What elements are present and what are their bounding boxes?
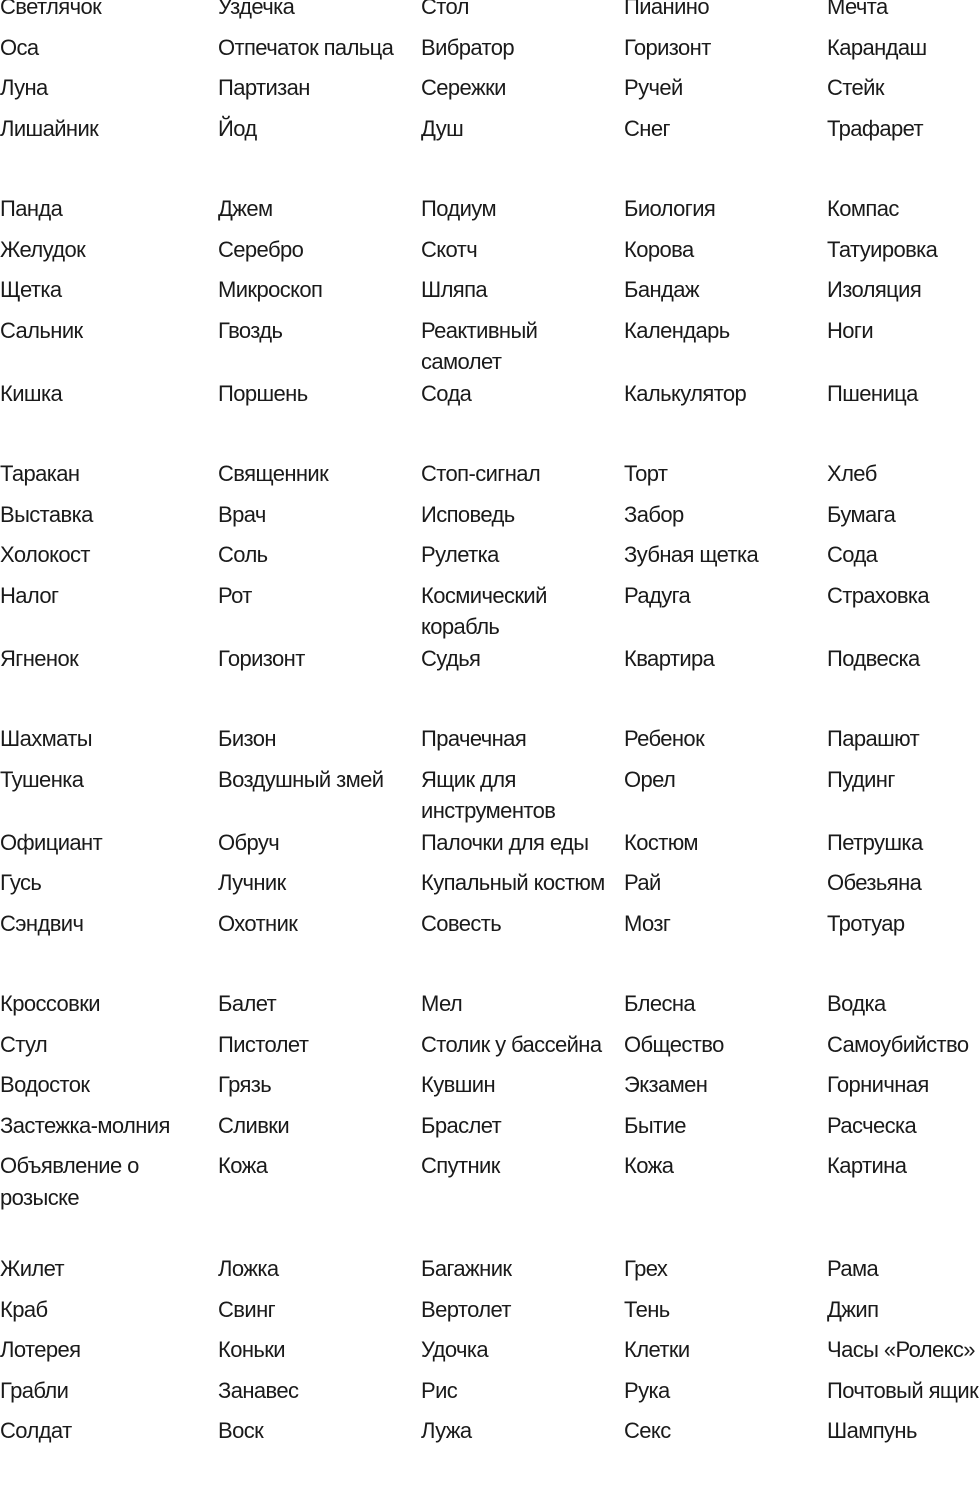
word-cell: Джем [218,196,273,221]
word-cell: Пшеница [827,380,918,406]
word-cell: Кишка [0,380,63,406]
word-cell: Скотч [421,236,478,262]
word-cell: Водка [827,991,886,1016]
word-cell: Тень [624,1296,670,1322]
word-cell: Рот [218,582,252,608]
word-cell: Тротуар [827,910,905,936]
word-cell: Гвоздь [218,317,283,343]
word-cell: Столик у бассейна [421,1031,602,1057]
word-cell: Исповедь [421,501,515,527]
word-row [0,193,980,234]
word-cell: Сэндвич [0,910,84,936]
word-cell: Таракан [0,461,80,486]
word-cell: Джип [827,1296,879,1322]
word-cell: Кроссовки [0,991,100,1016]
word-cell: Пистолет [218,1031,309,1057]
word-row [0,1375,980,1416]
word-cell: Бизон [218,726,276,751]
word-row [0,908,980,949]
word-row [0,72,980,113]
word-cell: Купальный костюм [421,870,605,895]
word-group [0,1253,980,1456]
word-cell: Лишайник [0,115,99,141]
word-cell: Лотерея [0,1337,81,1362]
word-cell: Бытие [624,1112,686,1138]
word-cell: Серебро [218,236,304,262]
word-cell: Обруч [218,829,280,855]
word-cell: Вибратор [421,34,515,60]
word-cell: Гусь [0,870,42,895]
word-cell: Изоляция [827,277,922,302]
word-cell: Подвеска [827,645,920,671]
word-cell: Кожа [218,1153,268,1178]
word-cell: Бумага [827,501,896,527]
word-cell: Экзамен [624,1072,708,1097]
word-row [0,539,980,580]
word-row [0,234,980,275]
word-cell: Калькулятор [624,380,747,406]
word-cell: Блесна [624,991,696,1016]
word-group [0,193,980,418]
word-row [0,827,980,868]
word-cell: Лужа [421,1418,472,1443]
word-cell: Почтовый ящик [827,1377,979,1403]
word-row [0,1334,980,1375]
word-cell: Кувшин [421,1072,495,1097]
word-cell: Корова [624,236,694,262]
word-cell: Стоп-сигнал [421,461,541,486]
word-cell: Мозг [624,910,671,936]
word-cell: Воздушный змей [218,766,384,792]
word-cell: Рама [827,1256,879,1281]
word-cell: Лучник [218,870,286,895]
word-cell: Совесть [421,910,502,936]
word-cell: Мечта [827,0,888,19]
word-cell: Солдат [0,1418,72,1443]
word-cell: Рулетка [421,542,499,567]
word-cell: Выставка [0,501,93,527]
word-cell: Соль [218,542,268,567]
word-cell: Стул [0,1031,48,1057]
word-group [0,458,980,683]
word-cell: Водосток [0,1072,90,1097]
word-row [0,1253,980,1294]
word-row [0,0,980,32]
word-cell: Горизонт [624,34,711,60]
word-row [0,988,980,1029]
word-cell: Биология [624,196,716,221]
word-cell: Компас [827,196,899,221]
word-row [0,1294,980,1335]
word-cell: Занавес [218,1377,299,1403]
word-cell: Уздечка [218,0,295,19]
word-cell: Карандаш [827,34,927,60]
word-cell: Часы «Ролекс» [827,1337,975,1362]
word-cell: Подиум [421,196,496,221]
word-cell: Микроскоп [218,277,323,302]
word-cell: Вертолет [421,1296,511,1322]
word-cell: Врач [218,501,266,527]
word-cell: Панда [0,196,63,221]
word-cell: Браслет [421,1112,502,1138]
word-cell: Тушенка [0,766,84,792]
word-cell: Ягненок [0,645,79,671]
word-cell: Жилет [0,1256,65,1281]
word-cell: Рай [624,870,661,895]
word-cell: Шляпа [421,277,488,302]
word-row [0,764,980,827]
word-cell: Багажник [421,1256,512,1281]
word-cell: Расческа [827,1112,917,1138]
word-cell: Свинг [218,1296,276,1322]
word-cell: Шахматы [0,726,92,751]
word-cell: Грех [624,1256,668,1281]
word-cell: Костюм [624,829,698,855]
word-cell: Сливки [218,1112,290,1138]
word-row [0,378,980,419]
word-cell: Сережки [421,75,506,100]
word-group [0,988,980,1213]
word-cell: Оса [0,34,39,60]
word-cell: Ручей [624,75,683,100]
word-cell: Стол [421,0,469,19]
word-cell: Рука [624,1377,670,1403]
word-cell: Ящик для инструментов [421,766,556,823]
word-cell: Прачечная [421,726,527,751]
word-cell: Балет [218,991,277,1016]
word-cell: Стейк [827,75,884,100]
word-row [0,315,980,378]
word-cell: Ребенок [624,726,705,751]
word-row [0,723,980,764]
word-row [0,1069,980,1110]
word-cell: Страховка [827,582,930,608]
word-cell: Календарь [624,317,730,343]
word-cell: Воск [218,1418,264,1443]
word-cell: Картина [827,1153,907,1178]
word-row [0,499,980,540]
word-cell: Грязь [218,1072,272,1097]
word-cell: Шампунь [827,1418,917,1443]
word-cell: Забор [624,501,684,527]
word-cell: Пудинг [827,766,895,792]
word-cell: Татуировка [827,236,938,262]
word-row [0,643,980,684]
word-cell: Судья [421,645,481,671]
word-cell: Налог [0,582,59,608]
word-cell: Пианино [624,0,709,19]
word-row [0,580,980,643]
word-cell: Зубная щетка [624,542,759,567]
word-cell: Спутник [421,1153,500,1178]
word-cell: Официант [0,829,103,855]
word-cell: Сода [421,380,472,406]
word-cell: Бандаж [624,277,700,302]
word-cell: Ложка [218,1256,279,1281]
word-cell: Палочки для еды [421,829,589,855]
word-cell: Горничная [827,1072,929,1097]
word-cell: Хлеб [827,461,877,486]
word-row [0,867,980,908]
word-cell: Кожа [624,1153,674,1178]
word-cell: Желудок [0,236,86,262]
word-cell: Удочка [421,1337,489,1362]
word-cell: Космический корабль [421,582,547,639]
word-cell: Охотник [218,910,298,936]
word-row [0,1415,980,1456]
word-cell: Общество [624,1031,724,1057]
word-cell: Квартира [624,645,715,671]
word-cell: Светлячок [0,0,102,19]
word-cell: Секс [624,1418,671,1443]
word-cell: Душ [421,115,464,141]
word-cell: Отпечаток пальца [218,34,394,60]
word-cell: Щетка [0,277,62,302]
word-cell: Сальник [0,317,83,343]
word-cell: Клетки [624,1337,690,1362]
word-cell: Трафарет [827,115,924,141]
word-cell: Парашют [827,726,920,751]
word-cell: Обезьяна [827,870,922,895]
word-cell: Грабли [0,1377,69,1403]
word-cell: Радуга [624,582,691,608]
word-row [0,274,980,315]
word-group [0,723,980,948]
word-cell: Снег [624,115,670,141]
word-row [0,32,980,73]
word-row [0,113,980,154]
word-cell: Застежка-молния [0,1112,170,1138]
word-cell: Орел [624,766,676,792]
word-cell: Ноги [827,317,874,343]
word-cell: Священник [218,461,329,486]
word-cell: Реактивный самолет [421,317,538,374]
word-cell: Партизан [218,75,310,100]
word-cell: Петрушка [827,829,923,855]
word-cell: Луна [0,75,48,100]
word-cell: Торт [624,461,668,486]
word-cell: Горизонт [218,645,305,671]
word-cell: Поршень [218,380,308,406]
word-cell: Краб [0,1296,48,1322]
word-cell: Мел [421,991,463,1016]
word-group [0,0,980,153]
word-cell: Объявление о розыске [0,1153,139,1210]
word-row [0,1110,980,1151]
word-row [0,1150,980,1213]
word-cell: Самоубийство [827,1031,969,1057]
word-cell: Рис [421,1377,458,1403]
word-row [0,458,980,499]
word-cell: Йод [218,115,257,141]
word-row [0,1029,980,1070]
word-cell: Холокост [0,542,90,567]
word-cell: Коньки [218,1337,285,1362]
word-cell: Сода [827,542,878,567]
